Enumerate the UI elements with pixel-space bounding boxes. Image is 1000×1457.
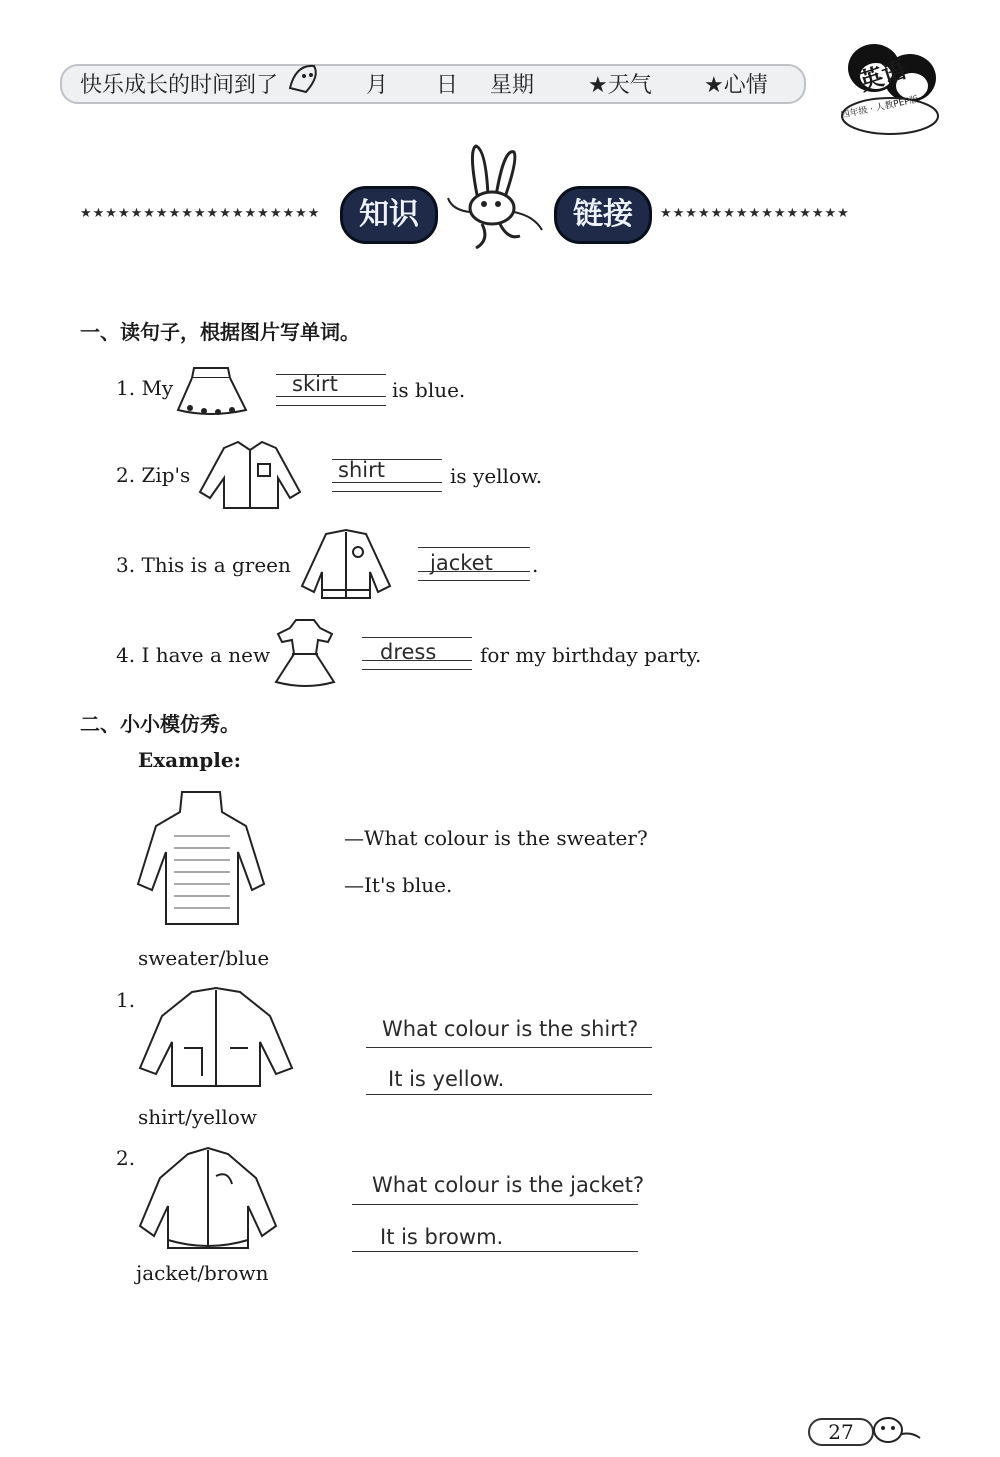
- part2-heading: 二、小小模仿秀。: [80, 712, 240, 736]
- banner-word-1: 知识: [340, 186, 438, 244]
- jacket-picture: [296, 526, 396, 602]
- part1-item1-answer: skirt: [292, 372, 338, 396]
- part1-item3-rule-bot: [418, 580, 530, 581]
- part1-item2-post: is yellow.: [450, 464, 543, 488]
- part2-item2-answer: It is browm.: [380, 1225, 504, 1249]
- part1-item4-pre: 4. I have a new: [116, 643, 271, 667]
- part1-item2-pre: 2. Zip's: [116, 463, 191, 487]
- part2-item1-caption: shirt/yellow: [138, 1105, 257, 1129]
- header-slogan: 快乐成长的时间到了: [80, 73, 279, 98]
- jacket-brown-picture: [134, 1144, 282, 1256]
- pencil-face-icon: [284, 58, 324, 98]
- rabbit-mascot-icon: [438, 140, 548, 252]
- sweater-picture: [134, 786, 268, 932]
- part1-item3-rule-top: [418, 547, 530, 548]
- header-month: 月: [366, 73, 389, 98]
- example-label: Example:: [138, 748, 241, 772]
- banner-word-2: 链接: [554, 186, 652, 244]
- mascot-footer-icon: [862, 1410, 922, 1450]
- part2-item2-rule-a: [352, 1251, 638, 1252]
- part2-item1-rule-a: [366, 1094, 652, 1095]
- part2-item1-answer: It is yellow.: [388, 1067, 505, 1091]
- example-question: —What colour is the sweater?: [344, 826, 648, 850]
- part2-item2-caption: jacket/brown: [136, 1261, 269, 1285]
- part2-item2-rule-q: [352, 1204, 638, 1205]
- star-divider-right: ★★★★★★★★★★★★★★★: [660, 206, 850, 221]
- dress-picture: [272, 614, 338, 690]
- part2-item1-question: What colour is the shirt?: [382, 1017, 639, 1041]
- skirt-picture: [174, 360, 250, 420]
- header-weather: ★天气: [588, 73, 652, 98]
- part1-item1-rule-bot: [276, 405, 386, 406]
- header-mood: ★心情: [704, 73, 768, 98]
- part1-item3-answer: jacket: [430, 551, 493, 575]
- part1-item2-rule-mid: [332, 482, 442, 483]
- part2-item1-rule-q: [366, 1047, 652, 1048]
- part2-item2-num: 2.: [116, 1146, 136, 1170]
- part1-item3-pre: 3. This is a green: [116, 553, 291, 577]
- part1-item1-rule-mid: [276, 396, 386, 397]
- shirt-picture: [194, 438, 306, 512]
- part1-item4-post: for my birthday party.: [480, 643, 702, 667]
- badge-title: 英语: [855, 55, 910, 97]
- part1-item4-rule-top: [362, 637, 472, 638]
- part2-item2-question: What colour is the jacket?: [372, 1173, 645, 1197]
- header-day: 日: [436, 73, 459, 98]
- shirt-yellow-picture: [136, 986, 296, 1090]
- part1-item2-rule-bot: [332, 491, 442, 492]
- part1-item1-post: is blue.: [392, 378, 466, 402]
- badge-subtitle: 四年级 · 人教PEP版: [840, 94, 920, 122]
- part1-item1-pre: 1. My: [116, 376, 174, 400]
- part1-item3-rule-mid: [418, 571, 530, 572]
- example-caption: sweater/blue: [138, 946, 270, 970]
- part1-item3-post: .: [532, 553, 539, 577]
- header-weekday: 星期: [490, 73, 535, 98]
- part1-heading: 一、读句子，根据图片写单词。: [80, 320, 360, 344]
- part1-item4-answer: dress: [380, 640, 437, 664]
- page-number: 27: [808, 1418, 874, 1446]
- part2-item1-num: 1.: [116, 988, 136, 1012]
- part1-item2-answer: shirt: [338, 458, 385, 482]
- example-answer: —It's blue.: [344, 873, 453, 897]
- part1-item4-rule-mid: [362, 660, 472, 661]
- star-divider-left: ★★★★★★★★★★★★★★★★★★★: [80, 206, 321, 221]
- part1-item4-rule-bot: [362, 669, 472, 670]
